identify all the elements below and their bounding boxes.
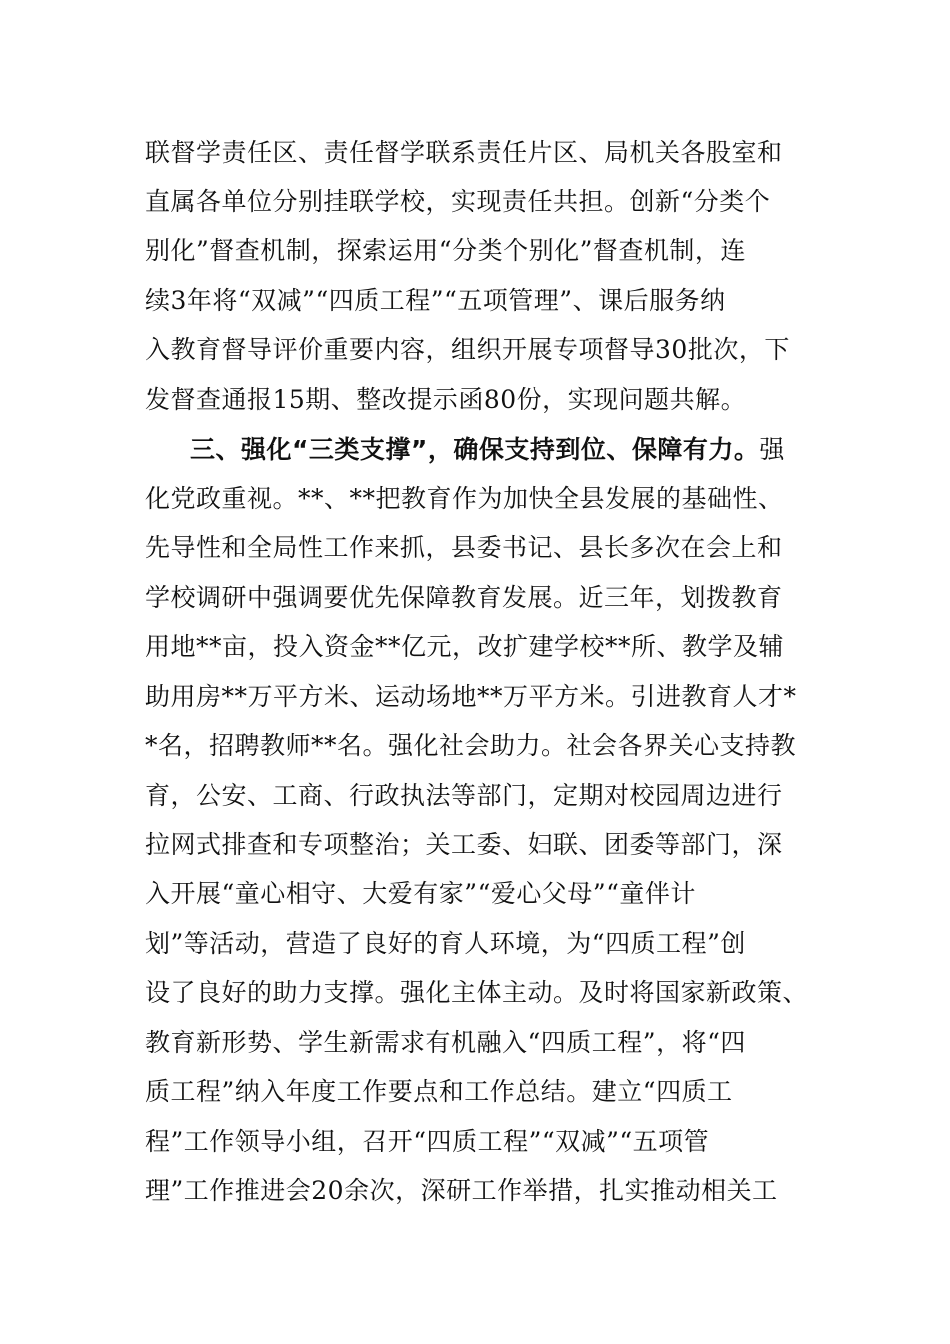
text-line: 别化”督查机制，探索运用“分类个别化”督查机制，连	[145, 236, 746, 265]
section-heading-line	[190, 430, 860, 470]
text-line: 化党政重视。**、**把教育作为加快全县发展的基础性、	[145, 484, 784, 513]
text-line: 联督学责任区、责任督学联系责任片区、局机关各股室和	[145, 138, 783, 167]
text-line: 拉网式排查和专项整治；关工委、妇联、团委等部门，深	[145, 830, 783, 859]
text-line: 直属各单位分别挂联学校，实现责任共担。创新“分类个	[145, 187, 771, 216]
text-line: 入教育督导评价重要内容，组织开展专项督导30批次，下	[145, 335, 790, 364]
text-line: 教育新形势、学生新需求有机融入“四质工程”，将“四	[145, 1028, 746, 1057]
text-line: 理”工作推进会20余次，深研工作举措，扎实推动相关工	[145, 1176, 778, 1205]
text-line: 划”等活动，营造了良好的育人环境，为“四质工程”创	[145, 929, 746, 958]
text-line: 发督查通报15期、整改提示函80份，实现问题共解。	[145, 385, 747, 414]
text-line: 质工程”纳入年度工作要点和工作总结。建立“四质工	[145, 1077, 733, 1106]
text-line: 助用房**万平方米、运动场地**万平方米。引进教育人才*	[145, 682, 797, 711]
text-line: 设了良好的助力支撑。强化主体主动。及时将国家新政策、	[145, 978, 809, 1007]
text-line: 程”工作领导小组，召开“四质工程”“双减”“五项管	[145, 1127, 710, 1156]
text-line: 学校调研中强调要优先保障教育发展。近三年，划拨教育	[145, 583, 783, 612]
text-line: 先导性和全局性工作来抓，县委书记、县长多次在会上和	[145, 533, 783, 562]
text-line: 育，公安、工商、行政执法等部门，定期对校园周边进行	[145, 781, 783, 810]
text-line: 入开展“童心相守、大爱有家”“爱心父母”“童伴计	[145, 879, 696, 908]
section-heading-tail: 强	[759, 435, 785, 464]
text-line: 用地**亩，投入资金**亿元，改扩建学校**所、教学及辅	[145, 632, 785, 661]
text-line: 续3年将“双减”“四质工程”“五项管理”、课后服务纳	[145, 286, 726, 315]
text-line: *名，招聘教师**名。强化社会助力。社会各界关心支持教	[145, 731, 797, 760]
section-heading: 三、强化“三类支撑”，确保支持到位、保障有力。	[190, 435, 760, 464]
